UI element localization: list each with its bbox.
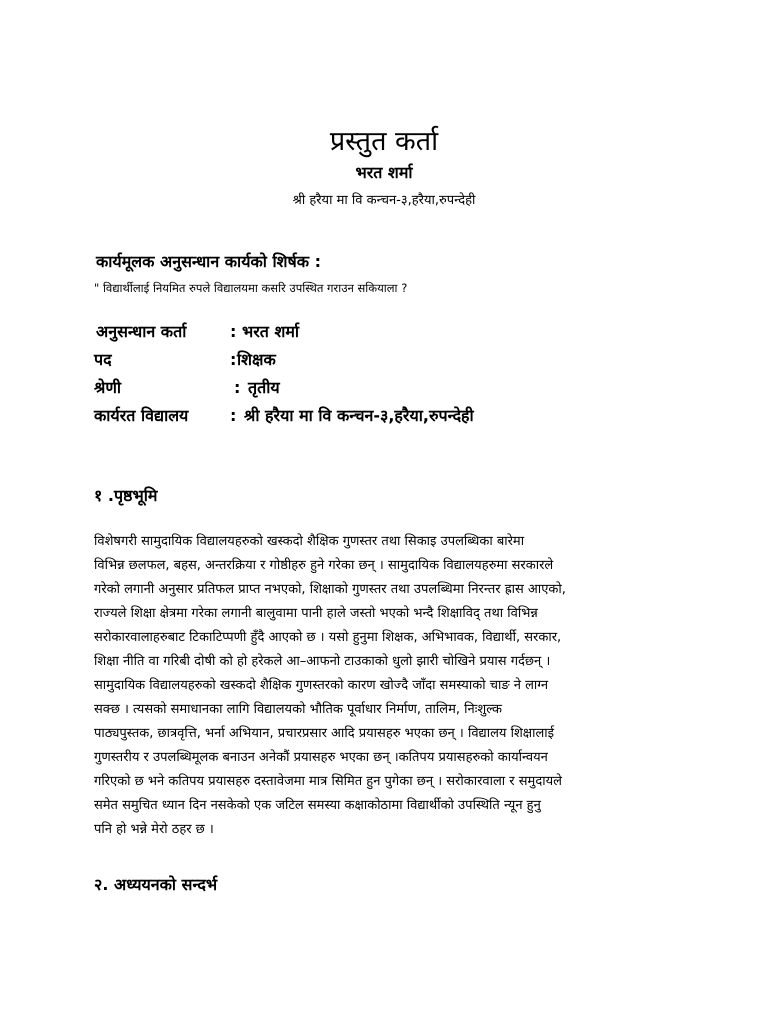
researcher-label: अनुसन्धान कर्ता xyxy=(96,322,187,341)
paragraph-line: विभिन्न छलफल, बहस, अन्तरक्रिया र गोष्ठीहरु हुने गरेका छन् । सामुदायिक विद्यालयहरुमा सरकारले xyxy=(94,558,554,573)
paragraph-line: पनि हो भन्ने मेरो ठहर छ । xyxy=(94,822,214,837)
grade-label: श्रेणी xyxy=(94,378,122,397)
paragraph-line: पाठ्यपुस्तक, छात्रवृत्ति, भर्ना अभियान, प्रचारप्रसार आदि प्रयासहरु भएका छन् । विद्यालय शिक्षालाई xyxy=(94,726,555,741)
paragraph-line: शिक्षा नीति वा गरिबी दोषी को हो हरेकले आ–आफनो टाउकाको धुलो झारी चोखिने प्रयास गर्दछन् । xyxy=(94,654,551,669)
research-topic-heading: कार्यमूलक अनुसन्धान कार्यको शिर्षक : xyxy=(96,252,322,271)
paragraph-line: गुणस्तरीय र उपलब्धिमूलक बनाउन अनेकौं प्रयासहरु भएका छन् ।कतिपय प्रयासहरुको कार्यान्वयन xyxy=(94,750,548,765)
researcher-value: भरत शर्मा xyxy=(242,322,300,341)
section-heading-background: १ .पृष्ठभूमि xyxy=(94,486,158,505)
grade-colon: : xyxy=(234,378,241,397)
researcher-colon: : xyxy=(230,322,237,341)
grade-value: तृतीय xyxy=(248,378,280,397)
paragraph-line: सक्छ । त्यसको समाधानका लागि विद्यालयको भौतिक पूर्वाधार निर्माण, तालिम, निःशुल्क xyxy=(94,702,503,717)
school-label: कार्यरत विद्यालय xyxy=(94,406,189,425)
school-value: श्री हरैया मा वि कन्चन-३,हरैया,रुपन्देही xyxy=(244,406,474,425)
paragraph-line: राज्यले शिक्षा क्षेत्रमा गरेका लगानी बालुवामा पानी हाले जस्तो भएको भन्दै शिक्षाविद् तथा विभिन्न xyxy=(94,606,538,621)
section-heading-study-context: २. अध्ययनको सन्दर्भ xyxy=(94,875,218,894)
paragraph-line: गरेको लगानी अनुसार प्रतिफल प्राप्त नभएको, शिक्षाको गुणस्तर तथा उपलब्धिमा निरन्तर ह्रास आएको, xyxy=(94,582,566,597)
paragraph-line: समेत समुचित ध्यान दिन नसकेको एक जटिल समस्या कक्षाकोठामा विद्यार्थीको उपस्थिति न्यून हुनु xyxy=(94,798,541,813)
document-title: प्रस्तुत कर्ता xyxy=(329,126,439,157)
paragraph-line: विशेषगरी सामुदायिक विद्यालयहरुको खस्कदो शैक्षिक गुणस्तर तथा सिकाइ उपलब्धिका बारेमा xyxy=(94,534,525,549)
research-topic-question: " विद्यार्थीलाई नियमित रुपले विद्यालयमा कसरि उपस्थित गराउन सकियाला ? xyxy=(94,281,408,295)
post-colon: : xyxy=(230,350,237,369)
paragraph-line: गरिएको छ भने कतिपय प्रयासहरु दस्तावेजमा मात्र सिमित हुन पुगेका छन् । सरोकारवाला र समुदायले xyxy=(94,774,562,789)
school-name: श्री हरैया मा वि कन्चन-३,हरैया,रुपन्देही xyxy=(292,193,476,208)
post-label: पद xyxy=(94,350,112,369)
paragraph-line: सरोकारवालाहरुबाट टिकाटिप्पणी हुँदै आएको छ । यसो हुनुमा शिक्षक, अभिभावक, विद्यार्थी, सरकार, xyxy=(94,630,562,645)
paragraph-line: सामुदायिक विद्यालयहरुको खस्कदो शैक्षिक गुणस्तरको कारण खोज्दै जाँदा समस्याको चाङ ने लाग्न xyxy=(94,678,549,693)
author-name: भरत शर्मा xyxy=(355,163,413,182)
school-colon: : xyxy=(230,406,237,425)
post-value: शिक्षक xyxy=(237,350,276,369)
